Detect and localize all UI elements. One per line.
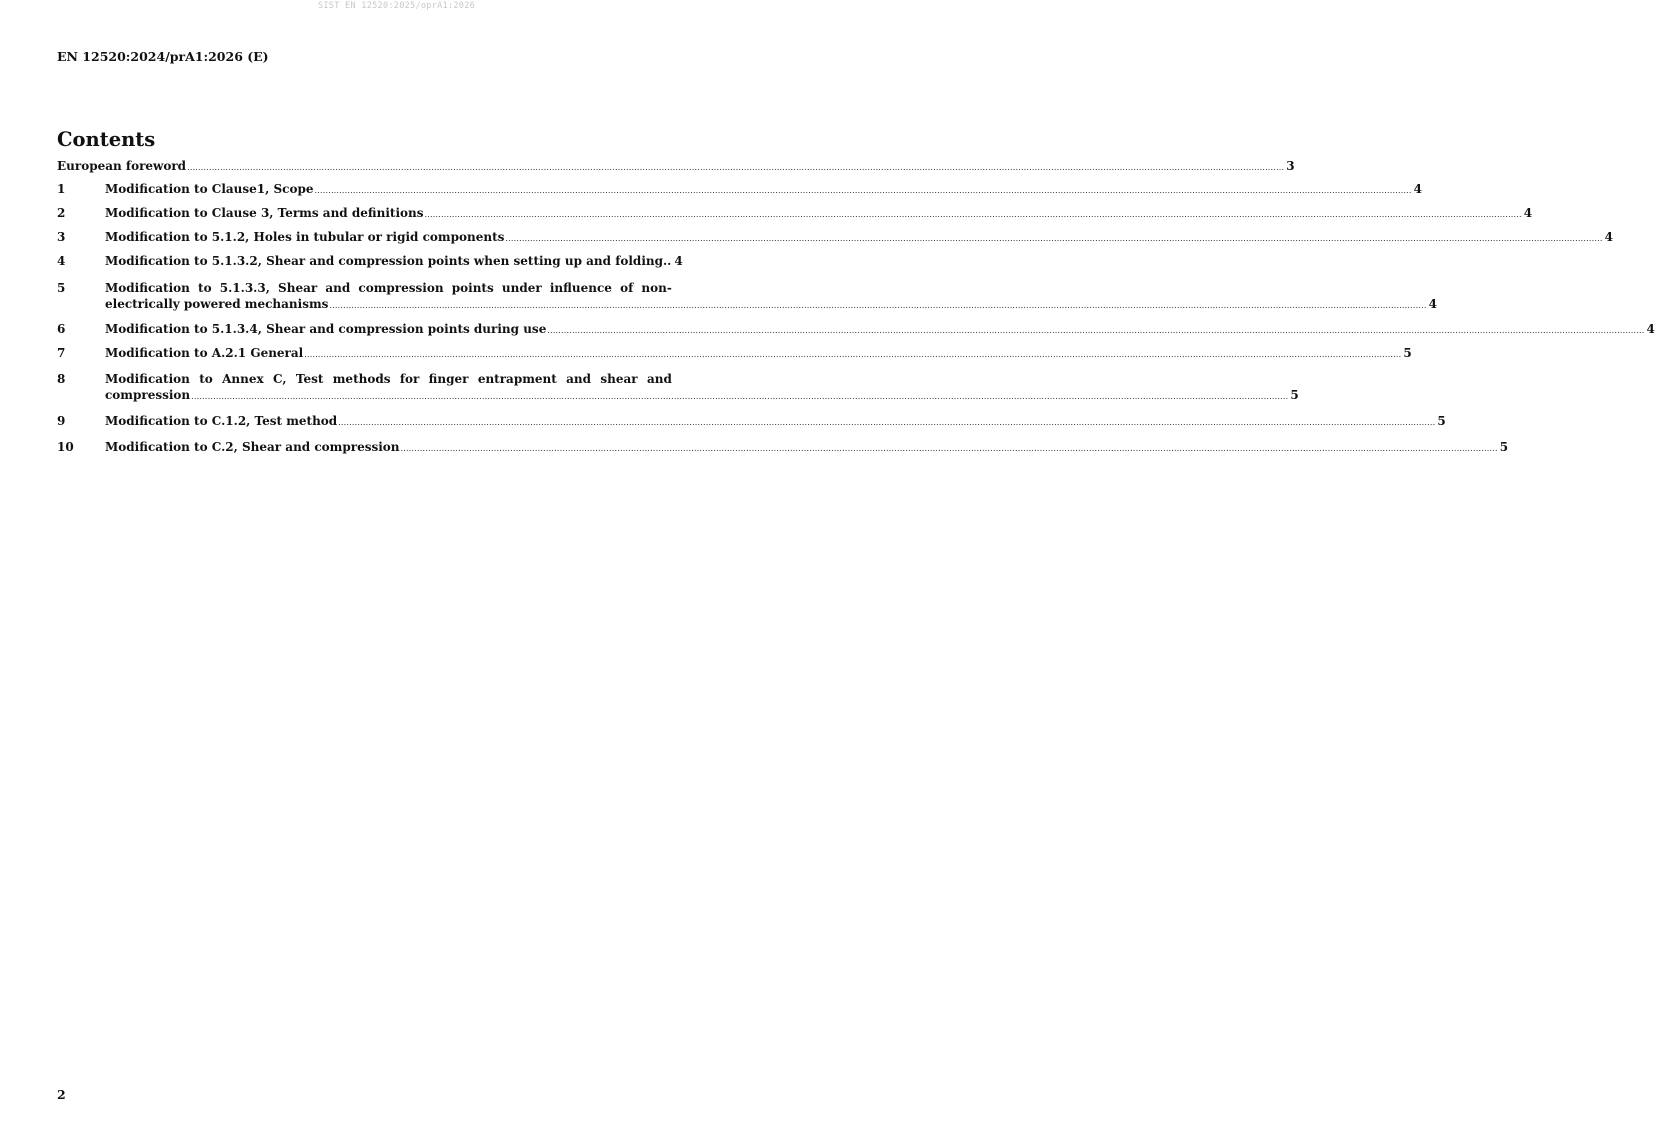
- toc-entry[interactable]: [57, 414, 1446, 430]
- toc-entry-page: 4: [1413, 182, 1423, 196]
- toc-entry-page: 5: [1290, 388, 1299, 402]
- contents-title: Contents: [57, 128, 156, 151]
- toc-leader-dots: ................................................................................................................................................................................................................................................................................................................................................................................................................: [314, 186, 1412, 195]
- toc-entry-page: 5: [1499, 440, 1509, 454]
- watermark: SIST EN 12520:2025/oprA1:2026: [317, 1, 476, 11]
- toc-entry-title: Modification to 5.1.3.4, Shear and compression points during use: [105, 322, 547, 336]
- toc-entry-title: Modification to Clause 3, Terms and definitions: [105, 206, 424, 220]
- toc-entry-number: 3: [57, 230, 66, 244]
- toc-leader-dots: ................................................................................................................................................................................................................................................................................................................................................................................................................: [547, 326, 1645, 335]
- toc-entry-number: 7: [57, 346, 66, 360]
- toc-entry[interactable]: [57, 206, 1533, 222]
- toc-entry[interactable]: [57, 280, 1437, 314]
- toc-entry[interactable]: [57, 371, 1299, 405]
- toc-entry-number: 9: [57, 414, 66, 428]
- toc-entry-title: Modification to C.1.2, Test method: [105, 414, 338, 428]
- toc-entry[interactable]: [57, 254, 683, 269]
- toc-entry-title: Modification to 5.1.3.2, Shear and compression points when setting up and folding..: [105, 254, 672, 268]
- toc-entry-number: 8: [57, 372, 66, 386]
- toc-entry-page: 3: [1286, 159, 1295, 173]
- toc-entry[interactable]: [57, 346, 1412, 362]
- toc-entry-title-line: Modification to Annex C, Test methods for finger entrapment and shear and: [105, 372, 672, 386]
- toc-entry-title: European foreword: [57, 159, 187, 173]
- toc-entry-page: 4: [1523, 206, 1533, 220]
- toc-entry-title: compression: [105, 388, 191, 402]
- toc-entry-number: 6: [57, 322, 66, 336]
- toc-entry-page: 4: [674, 254, 683, 268]
- toc-entry-title: Modification to A.2.1 General: [105, 346, 304, 360]
- toc-entry[interactable]: [57, 159, 1295, 175]
- toc-leader-dots: ................................................................................................................................................................................................................................................................................................................................................................................................................: [400, 444, 1498, 453]
- toc-entry-number: 4: [57, 254, 66, 268]
- toc-entry[interactable]: [57, 322, 1655, 338]
- toc-leader-dots: ................................................................................................................................................................................................................................................................................................................................................................................................................: [304, 350, 1402, 359]
- toc-entry-number: 10: [57, 440, 74, 454]
- toc-entry-page: 4: [1428, 297, 1437, 311]
- toc-entry-title: electrically powered mechanisms: [105, 297, 329, 311]
- toc-entry-page: 4: [1604, 230, 1613, 244]
- toc-entry[interactable]: [57, 182, 1423, 198]
- toc-entry-title-line: Modification to 5.1.3.3, Shear and compression points under influence of non-: [105, 281, 672, 295]
- toc-entry[interactable]: [57, 440, 1509, 456]
- toc-entry-title: Modification to 5.1.2, Holes in tubular or rigid components: [105, 230, 505, 244]
- toc-leader-dots: ................................................................................................................................................................................................................................................................................................................................................................................................................: [505, 234, 1603, 243]
- toc-entry-title: Modification to C.2, Shear and compression: [105, 440, 400, 454]
- document-header: EN 12520:2024/prA1:2026 (E): [57, 49, 269, 64]
- page-number: 2: [57, 1087, 66, 1102]
- toc-leader-dots: ................................................................................................................................................................................................................................................................................................................................................................................................................: [191, 392, 1289, 401]
- toc-leader-dots: ................................................................................................................................................................................................................................................................................................................................................................................................................: [187, 163, 1285, 172]
- toc-entry-number: 5: [57, 281, 66, 295]
- toc-entry[interactable]: [57, 230, 1613, 246]
- toc-entry-page: 5: [1437, 414, 1446, 428]
- toc-leader-dots: ................................................................................................................................................................................................................................................................................................................................................................................................................: [424, 210, 1522, 219]
- toc-entry-number: 2: [57, 206, 66, 220]
- toc-leader-dots: ................................................................................................................................................................................................................................................................................................................................................................................................................: [338, 418, 1436, 427]
- toc-entry-page: 5: [1403, 346, 1412, 360]
- toc-entry-page: 4: [1646, 322, 1655, 336]
- toc-entry-number: 1: [57, 182, 66, 196]
- toc-entry-title: Modification to Clause1, Scope: [105, 182, 314, 196]
- toc-leader-dots: ................................................................................................................................................................................................................................................................................................................................................................................................................: [329, 301, 1427, 310]
